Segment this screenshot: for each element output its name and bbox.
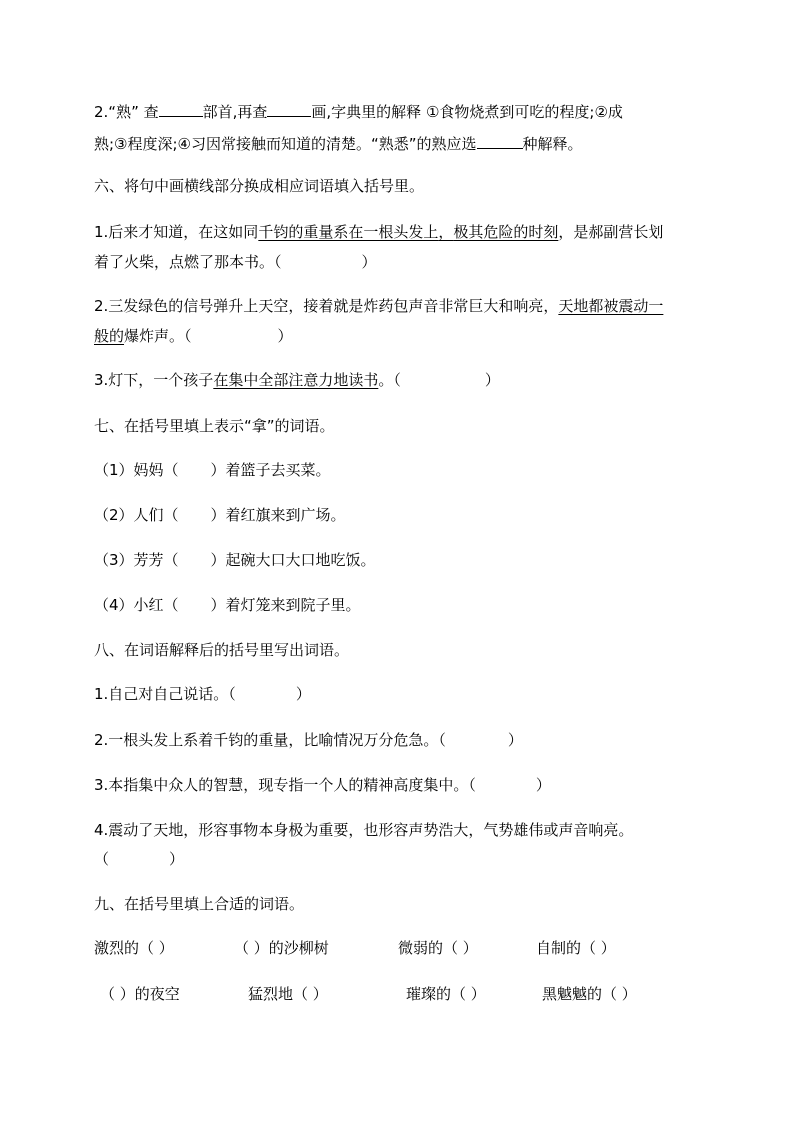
section6-heading: 六、将句中画横线部分换成相应词语填入括号里。 [94, 177, 425, 195]
section8-item: 4.震动了天地，形容事物本身极为重要，也形容声势浩大，气势雄伟或声音响亮。 [94, 821, 634, 839]
section7-item: （1）妈妈（ ）着篮子去买菜。 [94, 461, 331, 479]
section6-item2-line2: 般的爆炸声。（ ） [94, 327, 293, 345]
section7-item: （4）小红（ ）着灯笼来到院子里。 [94, 596, 361, 614]
section6-item3: 3.灯下，一个孩子在集中全部注意力地读书。（ ） [94, 371, 500, 389]
section7-item: （3）芳芳（ ）起碗大口大口地吃饭。 [94, 551, 376, 569]
section9-heading: 九、在括号里填上合适的词语。 [94, 895, 305, 913]
section8-item: 1.自己对自己说话。（ ） [94, 685, 311, 703]
fill-phrase[interactable]: 璀璨的（ ） [406, 985, 486, 1003]
answer-blank[interactable] [159, 100, 203, 117]
q5-item2-line1: 2.“熟” 查 部首,再查 画,字典里的解释 ①食物烧煮到可吃的程度;②成 [94, 100, 623, 122]
section6-item1-line1: 1.后来才知道，在这如同千钧的重量系在一根头发上，极其危险的时刻，是郝副营长划 [94, 223, 664, 241]
fill-phrase[interactable]: 猛烈地（ ） [248, 985, 328, 1003]
section6-item1-line2: 着了火柴，点燃了那本书。（ ） [94, 253, 377, 271]
section8-item: 3.本指集中众人的智慧，现专指一个人的精神高度集中。（ ） [94, 776, 551, 794]
section8-item: 2.一根头发上系着千钧的重量，比喻情况万分危急。（ ） [94, 731, 523, 749]
fill-phrase[interactable]: （ ）的沙柳树 [234, 939, 329, 957]
section8-item4-answer: （ ） [94, 850, 185, 868]
section7-heading: 七、在括号里填上表示“拿”的词语。 [94, 417, 335, 435]
section6-item2-line1: 2.三发绿色的信号弹升上天空，接着就是炸药包声音非常巨大和响亮，天地都被震动一 [94, 297, 664, 315]
fill-phrase[interactable]: 自制的（ ） [536, 939, 616, 957]
section7-item: （2）人们（ ）着红旗来到广场。 [94, 506, 346, 524]
section8-heading: 八、在词语解释后的括号里写出词语。 [94, 641, 350, 659]
fill-phrase[interactable]: 微弱的（ ） [398, 939, 478, 957]
answer-blank[interactable] [267, 100, 311, 117]
q5-item2-line2: 熟;③程度深;④习因常接触而知道的清楚。“熟悉”的熟应选 种解释。 [94, 132, 583, 154]
answer-blank[interactable] [477, 132, 523, 149]
fill-phrase[interactable]: （ ）的夜空 [100, 985, 180, 1003]
fill-phrase[interactable]: 激烈的（ ） [94, 939, 174, 957]
fill-phrase[interactable]: 黑魆魆的（ ） [542, 985, 637, 1003]
